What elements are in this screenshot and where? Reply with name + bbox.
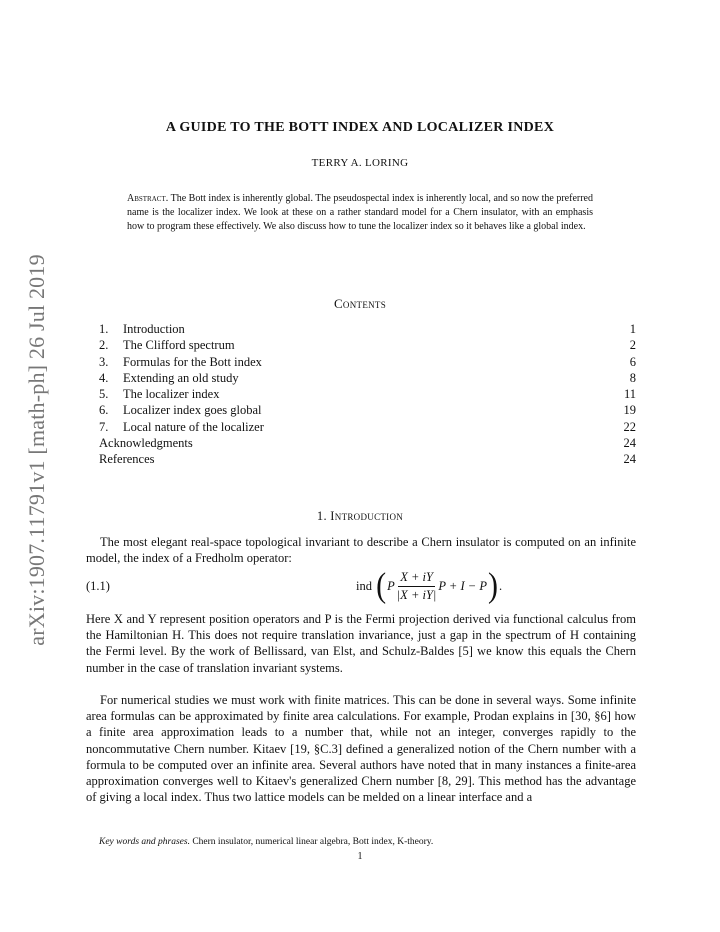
toc-title: References <box>99 452 155 467</box>
toc-entry[interactable] <box>99 419 636 435</box>
toc-number: 7. <box>99 419 109 434</box>
toc-page: 24 <box>623 436 636 451</box>
toc-page: 11 <box>623 387 636 402</box>
toc-title: The Clifford spectrum <box>123 338 235 353</box>
toc-page: 2 <box>629 338 636 353</box>
eq-denominator: |X + iY| <box>396 587 437 602</box>
toc-number: 4. <box>99 370 109 385</box>
toc-entry[interactable] <box>99 370 636 386</box>
section-heading: 1. Introduction <box>316 509 404 523</box>
footnote-label: Key words and phrases. <box>99 837 190 847</box>
toc-title: Formulas for the Bott index <box>123 354 262 369</box>
toc-entry[interactable] <box>99 337 636 353</box>
toc-title: Localizer index goes global <box>123 403 262 418</box>
toc-title: Introduction <box>123 322 185 336</box>
page-number: 1 <box>357 851 363 862</box>
toc-entry[interactable] <box>99 354 636 370</box>
abstract <box>127 192 593 235</box>
toc-number: 2. <box>99 338 109 353</box>
toc-number: 6. <box>99 403 109 418</box>
eq-fraction <box>397 570 437 603</box>
paragraph-text: For numerical studies we must work with finite matrices. This can be done in several ways. Some infinite area formulas can be approximated by finite area calculations. For example, Prodan explains in [30, §6] how a finite area approximation leads to a number that, while not an integer, converges rapidly to the noncommutative Chern number. Kitaev [19, §C.3] defined a generalized notion of the Chern number with a formula to be computed over an infinite area. Several authors have noted that in many instances a finite-area approximation converges well to Kitaev's generalized Chern number [8, 29]. This method has the advantage of giving a local index. Thus two lattice models can be melded on a linear interface and a <box>86 693 636 805</box>
toc-page: 1 <box>629 322 636 336</box>
paragraph-1 <box>86 534 636 566</box>
toc-page: 22 <box>623 419 636 434</box>
eq-tail: P + I − P <box>438 578 487 593</box>
eq-end: . <box>498 578 503 593</box>
table-of-contents <box>99 321 636 468</box>
toc-title: Extending an old study <box>123 370 239 385</box>
footnote-text: Chern insulator, numerical linear algebra, Bott index, K-theory. <box>192 837 434 847</box>
toc-entry[interactable] <box>99 402 636 418</box>
toc-page: 24 <box>623 452 636 467</box>
toc-page: 8 <box>629 370 636 385</box>
abstract-text: The Bott index is inherently global. The pseudospectal index is inherently local, and so now the preferred name is the localizer index. We look at these on a rather standard model for a Chern insulator, with an emphasis how to program these effectively. We also discuss how to tune the localizer index so it behaves like a global index. <box>127 193 593 233</box>
toc-page: 19 <box>623 403 636 418</box>
paragraph-2 <box>86 611 636 676</box>
toc-entry[interactable] <box>99 386 636 402</box>
toc-number: 1. <box>99 322 109 336</box>
eq-p: P <box>387 578 395 593</box>
author-name: TERRY A. LORING <box>311 157 409 169</box>
paragraph-text: Here X and Y represent position operators and P is the Fermi projection derived via functional calculus from the Hamiltonian H. This does not require translation invariance, just a gap in the spectrum of H containing the Fermi level. By the work of Bellissard, van Elst, and Schulz-Baldes [5] we know this equals the Chern number in the case of translation invariant systems. <box>86 612 636 675</box>
toc-title: Local nature of the localizer <box>123 419 264 434</box>
left-paren-icon: ( <box>376 566 387 605</box>
arxiv-id: arXiv:1907.11791v1 [math-ph] 26 Jul 2019 <box>24 254 49 646</box>
toc-entry[interactable] <box>99 321 636 337</box>
contents-heading: Contents <box>333 296 387 311</box>
abstract-label: Abstract. <box>127 193 169 204</box>
equation-1-1 <box>86 566 636 606</box>
footnote <box>99 837 639 847</box>
eq-numerator: X + iY <box>398 570 435 587</box>
equation-number: (1.1) <box>86 579 110 593</box>
equation-body <box>356 566 502 606</box>
toc-title: Acknowledgments <box>99 436 193 451</box>
toc-title: The localizer index <box>123 387 220 402</box>
eq-ind: ind <box>356 578 372 593</box>
paper-title: A GUIDE TO THE BOTT INDEX AND LOCALIZER INDEX <box>165 120 555 135</box>
toc-entry[interactable] <box>99 435 636 451</box>
toc-number: 3. <box>99 354 109 369</box>
toc-page: 6 <box>629 354 636 369</box>
paragraph-3 <box>86 692 636 805</box>
right-paren-icon: ) <box>487 566 498 605</box>
paragraph-text: The most elegant real-space topological invariant to describe a Chern insulator is computed on an infinite model, the index of a Fredholm operator: <box>86 535 636 566</box>
toc-entry[interactable] <box>99 451 636 467</box>
toc-number: 5. <box>99 387 109 402</box>
